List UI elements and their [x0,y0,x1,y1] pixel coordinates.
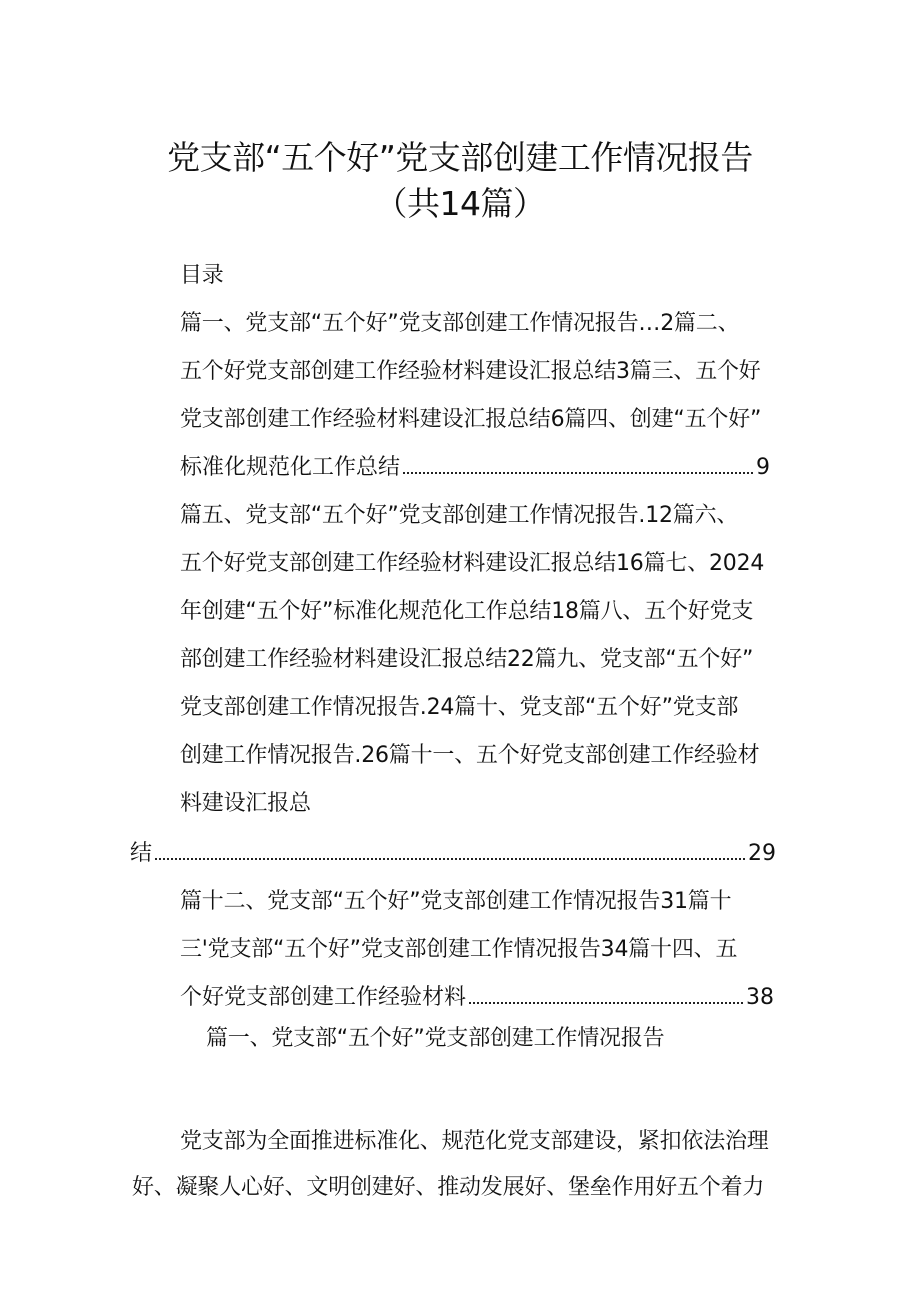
toc-heading: 目录 [180,263,224,288]
toc-line: 篇十二、党支部“五个好”党支部创建工作情况报告31篇十 [180,889,732,914]
toc-line: 三'党支部“五个好”党支部创建工作情况报告34篇十四、五 [180,937,738,962]
toc-entry-text: 结 [130,841,153,866]
toc-line: 料建设汇报总 [180,791,311,816]
toc-line: 党支部创建工作情况报告.24篇十、党支部“五个好”党支部 [180,695,739,720]
toc-entry-text: 个好党支部创建工作经验材料 [180,985,467,1010]
toc-page-number: 38 [746,985,774,1010]
toc-line: 年创建“五个好”标准化规范化工作总结18篇八、五个好党支 [180,599,754,624]
dot-leader [155,858,745,860]
toc-line: 篇一、党支部“五个好”党支部创建工作情况报告…2篇二、 [180,311,740,336]
toc-page-number: 29 [748,841,776,866]
section-heading: 篇一、党支部“五个好”党支部创建工作情况报告 [206,1026,665,1051]
toc-line: 党支部创建工作经验材料建设汇报总结6篇四、创建“五个好” [180,407,762,432]
dot-leader [403,472,753,474]
dot-leader [469,1002,743,1004]
toc-page-number: 9 [756,455,770,480]
body-text-line: 好、凝聚人心好、文明创建好、推动发展好、堡垒作用好五个着力 [132,1175,765,1200]
body-text-line: 党支部为全面推进标准化、规范化党支部建设，紧扣依法治理 [180,1129,769,1154]
document-title-count: （共14篇） [374,184,546,223]
document-title: 党支部“五个好”党支部创建工作情况报告 [167,138,753,177]
toc-entry-dotted [180,454,770,482]
toc-entry-dotted [180,984,774,1012]
toc-line: 五个好党支部创建工作经验材料建设汇报总结16篇七、2024 [180,551,765,576]
toc-entry-dotted [130,840,776,868]
toc-line: 创建工作情况报告.26篇十一、五个好党支部创建工作经验材 [180,743,760,768]
toc-line: 篇五、党支部“五个好”党支部创建工作情况报告.12篇六、 [180,503,739,528]
toc-entry-text: 标准化规范化工作总结 [180,455,401,480]
toc-line: 五个好党支部创建工作经验材料建设汇报总结3篇三、五个好 [180,359,761,384]
toc-line: 部创建工作经验材料建设汇报总结22篇九、党支部“五个好” [180,647,754,672]
